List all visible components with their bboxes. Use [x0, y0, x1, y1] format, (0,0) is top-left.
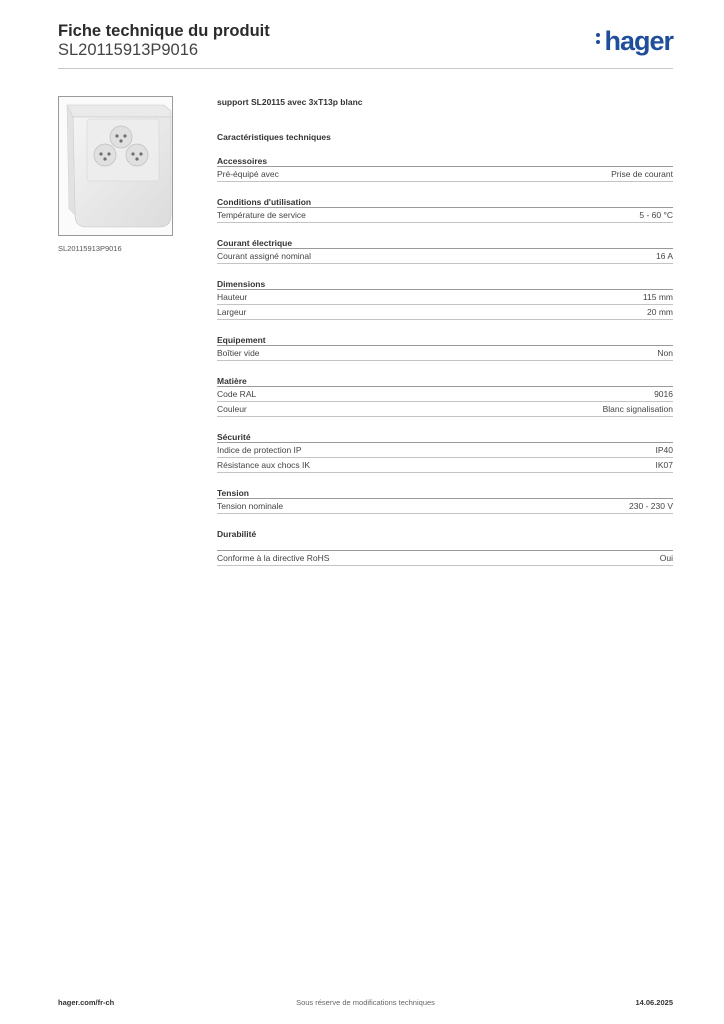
group-title: Accessoires	[217, 155, 673, 167]
page-footer	[58, 998, 673, 1010]
spec-value: Prise de courant	[611, 169, 673, 179]
technical-spec	[217, 96, 673, 566]
spec-group-courant	[217, 237, 673, 264]
group-title: Tension	[217, 487, 673, 499]
spec-value: Blanc signalisation	[602, 404, 673, 414]
spec-label: Pré-équipé avec	[217, 169, 279, 179]
group-title: Courant électrique	[217, 237, 673, 249]
spec-group-securite	[217, 431, 673, 473]
spec-heading: Caractéristiques techniques	[217, 132, 331, 142]
logo-text: hager	[604, 26, 673, 56]
group-title: Sécurité	[217, 431, 673, 443]
spec-label: Courant assigné nominal	[217, 251, 312, 261]
spec-row	[217, 167, 673, 182]
spec-row	[217, 290, 673, 305]
spec-row	[217, 387, 673, 402]
product-reference: SL20115913P9016	[58, 41, 199, 59]
spec-label: Boîtier vide	[217, 348, 260, 358]
spec-label: Largeur	[217, 307, 247, 317]
spec-group-durabilite	[217, 528, 673, 566]
group-title: Conditions d'utilisation	[217, 196, 673, 208]
spec-value: 230 - 230 V	[629, 501, 673, 511]
spec-value: 5 - 60 °C	[639, 210, 673, 220]
spec-label: Conforme à la directive RoHS	[217, 553, 330, 563]
spec-label: Résistance aux chocs IK	[217, 460, 311, 470]
spec-row	[217, 305, 673, 320]
group-title: Matière	[217, 375, 673, 387]
spec-label: Tension nominale	[217, 501, 284, 511]
document-title: Fiche technique du produit	[58, 22, 270, 40]
footer-date: 14.06.2025	[635, 998, 673, 1007]
footer-disclaimer: Sous réserve de modifications techniques	[296, 998, 435, 1007]
footer-website-link[interactable]: hager.com/fr-ch	[58, 998, 115, 1007]
spec-label: Code RAL	[217, 389, 257, 399]
page-header	[58, 22, 673, 68]
spec-row	[217, 499, 673, 514]
spec-label: Indice de protection IP	[217, 445, 302, 455]
spec-value: 20 mm	[647, 307, 673, 317]
spec-group-accessoires	[217, 155, 673, 182]
spec-row	[217, 458, 673, 473]
spec-value: IK07	[655, 460, 673, 470]
image-caption: SL20115913P9016	[58, 244, 122, 253]
logo-colon-icon	[596, 30, 602, 47]
spec-value: 115 mm	[642, 292, 673, 302]
spec-group-conditions	[217, 196, 673, 223]
spec-value: IP40	[655, 445, 673, 455]
spec-row	[217, 402, 673, 417]
spec-row	[217, 208, 673, 223]
spec-group-dimensions	[217, 278, 673, 320]
group-title: Durabilité	[217, 528, 673, 551]
spec-value: 9016	[654, 389, 673, 399]
spec-row	[217, 551, 673, 566]
spec-row	[217, 346, 673, 361]
spec-label: Couleur	[217, 404, 247, 414]
spec-row	[217, 443, 673, 458]
group-title: Dimensions	[217, 278, 673, 290]
spec-group-equipement	[217, 334, 673, 361]
product-image	[58, 96, 173, 236]
spec-group-matiere	[217, 375, 673, 417]
product-name: support SL20115 avec 3xT13p blanc	[217, 97, 363, 107]
spec-value: 16 A	[655, 251, 673, 261]
spec-group-tension	[217, 487, 673, 514]
group-title: Equipement	[217, 334, 673, 346]
hager-logo[interactable]	[596, 27, 673, 55]
spec-label: Hauteur	[217, 292, 248, 302]
spec-value: Non	[657, 348, 673, 358]
product-socket-image	[59, 97, 173, 236]
header-divider	[58, 68, 673, 69]
spec-label: Température de service	[217, 210, 306, 220]
spec-value: Oui	[659, 553, 673, 563]
spec-row	[217, 249, 673, 264]
